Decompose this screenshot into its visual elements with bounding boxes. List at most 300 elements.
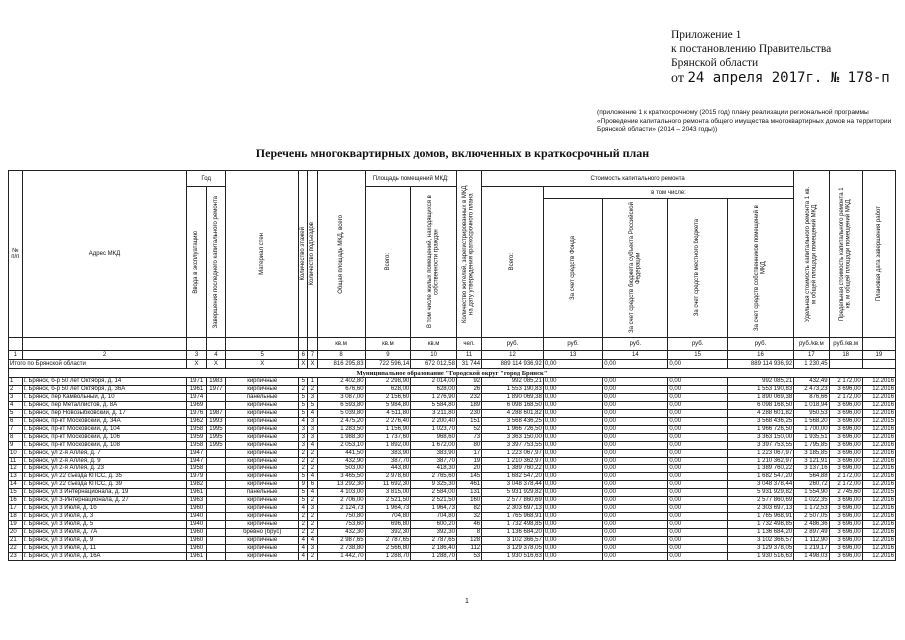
table-cell: 12.2016	[862, 465, 895, 473]
table-cell: 2	[308, 529, 317, 537]
header-year-repair-text: Завершения последнего капитального ремонта	[212, 195, 219, 329]
table-cell: 2 738,80	[317, 545, 365, 553]
table-cell: 3 696,00	[829, 425, 862, 433]
table-cell: 3	[299, 433, 308, 441]
table-cell: 3	[308, 433, 317, 441]
header-area-group: Площадь помещений МКД:	[365, 171, 456, 187]
table-cell: 0,00	[668, 385, 727, 393]
table-cell: 1 700,00	[794, 425, 829, 433]
table-cell: 600,20	[411, 521, 457, 529]
units-row	[9, 338, 896, 351]
table-row	[9, 529, 896, 537]
table-cell	[206, 489, 225, 497]
table-cell: 1 732 498,85	[727, 521, 793, 529]
table-cell: 189	[456, 401, 481, 409]
table-cell: 12.2016	[862, 481, 895, 489]
table-cell: 2	[299, 513, 308, 521]
table-cell: 12	[9, 465, 23, 473]
table-cell: 12.2016	[862, 401, 895, 409]
table-cell: 12.2016	[862, 521, 895, 529]
header-wall-text: Материал стен	[258, 233, 265, 275]
table-row	[9, 521, 896, 529]
table-cell: кирпичные	[226, 545, 299, 553]
document-title: Перечень многоквартирных домов, включенных в краткосрочный план	[255, 146, 650, 160]
table-row	[9, 393, 896, 401]
table-cell: 3 696,00	[829, 497, 862, 505]
table-cell: 3 102 366,57	[482, 537, 544, 545]
table-cell: 2 577 860,69	[727, 497, 793, 505]
table-cell: 2 172,00	[829, 481, 862, 489]
table-cell: 0,00	[668, 465, 727, 473]
table-row	[9, 417, 896, 425]
table-cell: кирпичные	[226, 521, 299, 529]
table-cell: 0,00	[668, 552, 727, 560]
table-cell: 2	[308, 385, 317, 393]
table-cell: 3 696,00	[829, 552, 862, 560]
table-cell: 4 511,80	[365, 409, 411, 417]
table-cell: 80	[456, 441, 481, 449]
table-cell: 2 507,05	[794, 513, 829, 521]
municipality-row	[9, 369, 896, 378]
table-cell: 2 897,49	[794, 529, 829, 537]
table-cell: 12.2016	[862, 409, 895, 417]
table-cell: 0,00	[603, 505, 668, 513]
table-cell: 4	[299, 545, 308, 553]
table-cell: г. Брянск, ул 3 Интернационала, д. 19	[22, 489, 187, 497]
header-area-private-text: В том числе жилых помещений, находящихся в собственности граждан	[427, 195, 440, 329]
table-cell: 1 890 069,38	[727, 393, 793, 401]
header-floors	[299, 171, 308, 338]
table-cell: 21	[9, 537, 23, 545]
header-year-built	[187, 187, 206, 338]
table-cell: 3	[299, 441, 308, 449]
header-entrances	[308, 171, 317, 338]
table-cell: 2	[299, 385, 308, 393]
unit-cell: руб.	[603, 338, 668, 351]
table-cell: 4	[299, 537, 308, 545]
table-cell: 5	[299, 497, 308, 505]
table-cell: кирпичные	[226, 441, 299, 449]
table-cell: 128	[456, 537, 481, 545]
table-row	[9, 505, 896, 513]
table-row	[9, 409, 896, 417]
table-cell	[206, 513, 225, 521]
table-cell: 876,66	[794, 393, 829, 401]
table-cell: кирпичные	[226, 513, 299, 521]
table-cell: 1 288,70	[365, 552, 411, 560]
table-cell: 1958	[187, 465, 206, 473]
table-cell: 12.2016	[862, 378, 895, 386]
table-cell: 1 023,70	[411, 425, 457, 433]
table-cell: 23	[9, 552, 23, 560]
table-cell: г. Брянск, пер Новозыбковский, д. 17	[22, 409, 187, 417]
table-cell: 2 787,65	[365, 537, 411, 545]
table-cell: 1 892,00	[365, 441, 411, 449]
table-cell: 5 931 929,82	[727, 489, 793, 497]
table-cell: 2	[308, 457, 317, 465]
table-cell: 92	[456, 378, 481, 386]
header-local-text: За счет средств местного бюджета	[694, 219, 701, 317]
header-num: № п/п	[9, 171, 23, 338]
table-cell: 3 397 753,55	[727, 441, 793, 449]
table-cell: 0,00	[668, 393, 727, 401]
table-cell: г. Брянск, ул 2-я Аллея, д. 9	[22, 457, 187, 465]
table-cell: 0,00	[603, 497, 668, 505]
table-cell: 1 172,53	[794, 505, 829, 513]
table-cell: кирпичные	[226, 425, 299, 433]
table-cell	[206, 552, 225, 560]
table-cell: 383,90	[411, 449, 457, 457]
table-cell: 12.2016	[862, 513, 895, 521]
table-cell: 1995	[206, 441, 225, 449]
table-cell: 2	[308, 513, 317, 521]
unit-cell: руб.	[668, 338, 727, 351]
appendix-line-2: к постановлению Правительства	[671, 43, 832, 55]
table-cell: 3 465,50	[317, 473, 365, 481]
table-cell: 1 966 726,50	[482, 425, 544, 433]
table-cell: 6	[9, 417, 23, 425]
table-cell: 1 964,73	[365, 505, 411, 513]
table-cell: 0,00	[543, 537, 602, 545]
table-cell: 0,00	[668, 521, 727, 529]
total-cell: 1 230,45	[794, 360, 829, 369]
header-cost-group: Стоимость капитального ремонта	[482, 171, 794, 187]
table-cell: 1982	[187, 481, 206, 489]
table-cell: 0,00	[603, 417, 668, 425]
header-regional-text: За счет средств бюджета субъекта Российской Федерации	[628, 202, 642, 334]
header-unit-cost-text: Удельная стоимость капитального ремонта 1 кв. м общей площади помещений МКД	[804, 186, 818, 322]
table-cell: 0,00	[668, 433, 727, 441]
table-cell: 992 085,21	[482, 378, 544, 386]
table-row	[9, 401, 896, 409]
table-cell: г. Брянск, ул 22 съезда КПСС, д. 35	[22, 473, 187, 481]
date-value: 24 апреля 2017г. № 178-п	[687, 70, 890, 86]
table-cell: панельные	[226, 489, 299, 497]
table-cell: 1 890 069,38	[482, 393, 544, 401]
table-cell: 1 930 516,63	[727, 552, 793, 560]
table-cell: 230	[456, 409, 481, 417]
table-cell: 1 553 190,83	[482, 385, 544, 393]
table-cell: г. Брянск, ул 3 Июля, д. 16А	[22, 552, 187, 560]
table-cell: г. Брянск, ул 3 Июля, д. 7А	[22, 529, 187, 537]
table-cell: кирпичные	[226, 378, 299, 386]
appendix-date	[671, 70, 890, 87]
column-number-cell: 13	[543, 351, 602, 360]
table-cell: 4 103,00	[317, 489, 365, 497]
table-cell: 1 765 968,91	[727, 513, 793, 521]
table-cell: 0,00	[543, 457, 602, 465]
table-cell: 12.2016	[862, 529, 895, 537]
header-regional	[603, 199, 668, 338]
table-cell: 3 048 378,44	[727, 481, 793, 489]
table-cell: 628,00	[411, 385, 457, 393]
unit-cell: руб./кв.м	[794, 338, 829, 351]
header-residents-text: Количество жителей, зарегистрированных в МКД на дату утверждения краткосрочного плана	[462, 185, 476, 323]
header-fund-text: За счет средств Фонда	[569, 236, 576, 300]
table-cell: 0,00	[543, 465, 602, 473]
table-cell: 260,72	[794, 481, 829, 489]
table-cell: 13	[9, 473, 23, 481]
table-cell: 3 696,00	[829, 417, 862, 425]
table-row	[9, 385, 896, 393]
total-cell: X	[187, 360, 206, 369]
table-row	[9, 513, 896, 521]
header-deadline-text: Плановая дата завершения работ	[875, 206, 882, 302]
table-cell: 432,90	[317, 457, 365, 465]
table-cell: 12.2016	[862, 545, 895, 553]
table-cell: 5	[299, 401, 308, 409]
table-cell: 2 124,73	[317, 505, 365, 513]
table-cell: 0,00	[668, 417, 727, 425]
column-number-cell: 18	[829, 351, 862, 360]
table-cell: 73	[456, 433, 481, 441]
table-cell: 0,00	[668, 545, 727, 553]
total-cell: 889 114 936,92	[727, 360, 793, 369]
table-cell: 12.2016	[862, 385, 895, 393]
total-cell: 722 596,14	[365, 360, 411, 369]
table-cell: 9	[9, 441, 23, 449]
table-cell: 12.2015	[862, 489, 895, 497]
table-row	[9, 473, 896, 481]
total-cell: X	[308, 360, 317, 369]
table-cell: 0,00	[668, 441, 727, 449]
column-number-cell: 16	[727, 351, 793, 360]
table-row	[9, 481, 896, 489]
table-cell: 4	[308, 537, 317, 545]
table-row	[9, 457, 896, 465]
table-cell	[206, 521, 225, 529]
total-cell: X	[226, 360, 299, 369]
table-cell: 392,30	[411, 529, 457, 537]
table-cell: г. Брянск, ул 2-я Аллея, д. 7	[22, 449, 187, 457]
column-number-cell: 3	[187, 351, 206, 360]
table-cell: 1960	[187, 545, 206, 553]
table-cell	[206, 465, 225, 473]
table-cell: 112	[456, 545, 481, 553]
table-cell: 32	[456, 513, 481, 521]
total-row	[9, 360, 896, 369]
table-cell: 3	[299, 425, 308, 433]
table-cell: 950,53	[794, 409, 829, 417]
table-cell	[206, 497, 225, 505]
table-cell: 2 172,00	[829, 393, 862, 401]
table-cell: 1 988,30	[317, 433, 365, 441]
table-cell: 1 219,17	[794, 545, 829, 553]
table-cell: 2 566,80	[365, 545, 411, 553]
table-cell: 0,00	[543, 545, 602, 553]
table-cell: 8	[456, 529, 481, 537]
total-cell: 0,00	[668, 360, 727, 369]
table-cell: 16	[9, 497, 23, 505]
table-cell: 3 696,00	[829, 433, 862, 441]
column-number-cell: 15	[668, 351, 727, 360]
table-cell: 1940	[187, 521, 206, 529]
table-cell: 3 129 378,05	[482, 545, 544, 553]
total-cell	[862, 360, 895, 369]
table-cell: 1977	[206, 385, 225, 393]
table-row	[9, 465, 896, 473]
table-cell: г. Брянск, ул 3 Июля, д. 3	[22, 513, 187, 521]
table-cell: 0,00	[668, 457, 727, 465]
table-cell: 5	[299, 489, 308, 497]
table-cell: 2 765,60	[411, 473, 457, 481]
table-cell: 441,50	[317, 449, 365, 457]
table-cell: 4	[308, 489, 317, 497]
table-cell: 1 389 760,22	[727, 465, 793, 473]
header-area-all-text: Всего:	[384, 253, 391, 271]
table-cell: 0,00	[543, 401, 602, 409]
table-cell: г. Брянск, пр-кт Московский, д. 34А	[22, 417, 187, 425]
table-cell: 0,00	[668, 497, 727, 505]
table-cell: 503,00	[317, 465, 365, 473]
appendix-line-1: Приложение 1	[671, 29, 742, 41]
header-limit-cost	[829, 171, 862, 338]
table-cell: 1971	[187, 378, 206, 386]
table-cell: 0,00	[543, 393, 602, 401]
table-cell: 4	[299, 505, 308, 513]
table-cell: 0,00	[543, 449, 602, 457]
date-prefix: от	[671, 71, 684, 86]
table-cell: 82	[456, 505, 481, 513]
table-cell: 0,00	[603, 465, 668, 473]
table-cell: 0,00	[603, 393, 668, 401]
table-cell: 3 696,00	[829, 385, 862, 393]
table-cell: 0,00	[603, 552, 668, 560]
table-cell: 1 389 760,22	[482, 465, 544, 473]
table-cell: 704,80	[411, 513, 457, 521]
total-cell: 0,00	[543, 360, 602, 369]
header-year-repair	[206, 187, 225, 338]
table-cell: 564,88	[794, 473, 829, 481]
table-cell: 461	[456, 481, 481, 489]
table-cell: 1983	[206, 378, 225, 386]
table-cell: кирпичные	[226, 537, 299, 545]
table-cell: 1962	[187, 417, 206, 425]
table-cell: 0,00	[603, 425, 668, 433]
table-cell: 6 098 168,50	[727, 401, 793, 409]
table-row	[9, 552, 896, 560]
unit-cell: кв.м	[365, 338, 411, 351]
table-cell: 9	[299, 481, 308, 489]
table-cell: 3	[308, 393, 317, 401]
table-cell: 5	[299, 409, 308, 417]
table-cell: г. Брянск, пр-кт Московский, д. 106	[22, 433, 187, 441]
table-cell: кирпичные	[226, 401, 299, 409]
table-cell: 9 325,30	[411, 481, 457, 489]
table-cell: 3	[308, 545, 317, 553]
table-cell: 160	[456, 497, 481, 505]
table-cell: кирпичные	[226, 473, 299, 481]
table-cell: 3 696,00	[829, 529, 862, 537]
table-cell: 1958	[187, 425, 206, 433]
table-cell: 1 136 684,20	[482, 529, 544, 537]
table-cell: 750,80	[317, 513, 365, 521]
table-cell: 1 553 190,83	[727, 385, 793, 393]
table-row	[9, 449, 896, 457]
table-cell: 1960	[187, 505, 206, 513]
table-cell: 0,00	[603, 481, 668, 489]
header-wall	[226, 171, 299, 338]
table-cell: 6	[308, 481, 317, 489]
table-cell: 5 984,80	[365, 401, 411, 409]
table-cell: 1 682 547,20	[482, 473, 544, 481]
table-cell: 52	[456, 425, 481, 433]
municipality-label: Муниципальное образование "Городской округ "город Брянск"	[9, 369, 896, 378]
table-cell: 387,70	[365, 457, 411, 465]
table-cell	[206, 529, 225, 537]
table-cell: 0,00	[668, 473, 727, 481]
table-cell: 992 085,21	[727, 378, 793, 386]
table-cell: 0,00	[543, 433, 602, 441]
total-cell: 0,00	[603, 360, 668, 369]
table-cell: 12.2016	[862, 497, 895, 505]
table-cell: 12.2016	[862, 441, 895, 449]
table-cell: 1 112,90	[794, 537, 829, 545]
table-cell: 968,60	[411, 433, 457, 441]
table-cell: кирпичные	[226, 457, 299, 465]
table-cell: 5 039,80	[317, 409, 365, 417]
table-cell: 0,00	[668, 425, 727, 433]
table-cell	[206, 545, 225, 553]
table-row	[9, 537, 896, 545]
table-row	[9, 489, 896, 497]
table-cell: 0,00	[543, 521, 602, 529]
table-cell: 1 795,85	[794, 441, 829, 449]
table-cell: 14	[9, 481, 23, 489]
table-cell: 1 568,20	[794, 417, 829, 425]
column-number-cell: 10	[411, 351, 457, 360]
total-cell: X	[206, 360, 225, 369]
table-cell: г. Брянск, пр-кт Московский, д. 104	[22, 425, 187, 433]
table-cell: 0,00	[543, 529, 602, 537]
table-cell: 10	[9, 449, 23, 457]
table-cell: 2	[299, 521, 308, 529]
header-area-all	[365, 187, 411, 338]
table-cell: 0,00	[668, 409, 727, 417]
table-cell: 12.2015	[862, 417, 895, 425]
table-cell: 3	[308, 425, 317, 433]
table-cell: 2 584,00	[411, 489, 457, 497]
table-cell: 704,80	[365, 513, 411, 521]
table-cell: 1 210 362,97	[482, 457, 544, 465]
table-cell: 1947	[187, 457, 206, 465]
table-cell: 1 964,73	[411, 505, 457, 513]
table-cell: 2 521,50	[365, 497, 411, 505]
table-cell: 2 053,10	[317, 441, 365, 449]
table-cell: 6 098 168,50	[482, 401, 544, 409]
table-cell: 1961	[187, 489, 206, 497]
table-cell: 4	[308, 441, 317, 449]
unit-cell: руб.	[543, 338, 602, 351]
table-cell: 0,00	[603, 521, 668, 529]
table-row	[9, 441, 896, 449]
header-incl: в том числе:	[543, 187, 793, 199]
column-number-cell: 19	[862, 351, 895, 360]
table-cell: 0,00	[668, 529, 727, 537]
table-cell: 1960	[187, 529, 206, 537]
table-cell: 3 048 378,44	[482, 481, 544, 489]
table-cell: кирпичные	[226, 417, 299, 425]
table-cell: 1 283,50	[317, 425, 365, 433]
table-cell: 1 022,35	[794, 497, 829, 505]
table-cell: 2	[9, 385, 23, 393]
table-cell: 12.2016	[862, 552, 895, 560]
table-cell: г. Брянск, ул 3 Июля, д. 1б	[22, 505, 187, 513]
table-cell: 3 696,00	[829, 401, 862, 409]
column-number-cell: 1	[9, 351, 23, 360]
table-cell: 3 129 378,05	[727, 545, 793, 553]
table-cell: г. Брянск, пр-кт Московский, д. 108	[22, 441, 187, 449]
